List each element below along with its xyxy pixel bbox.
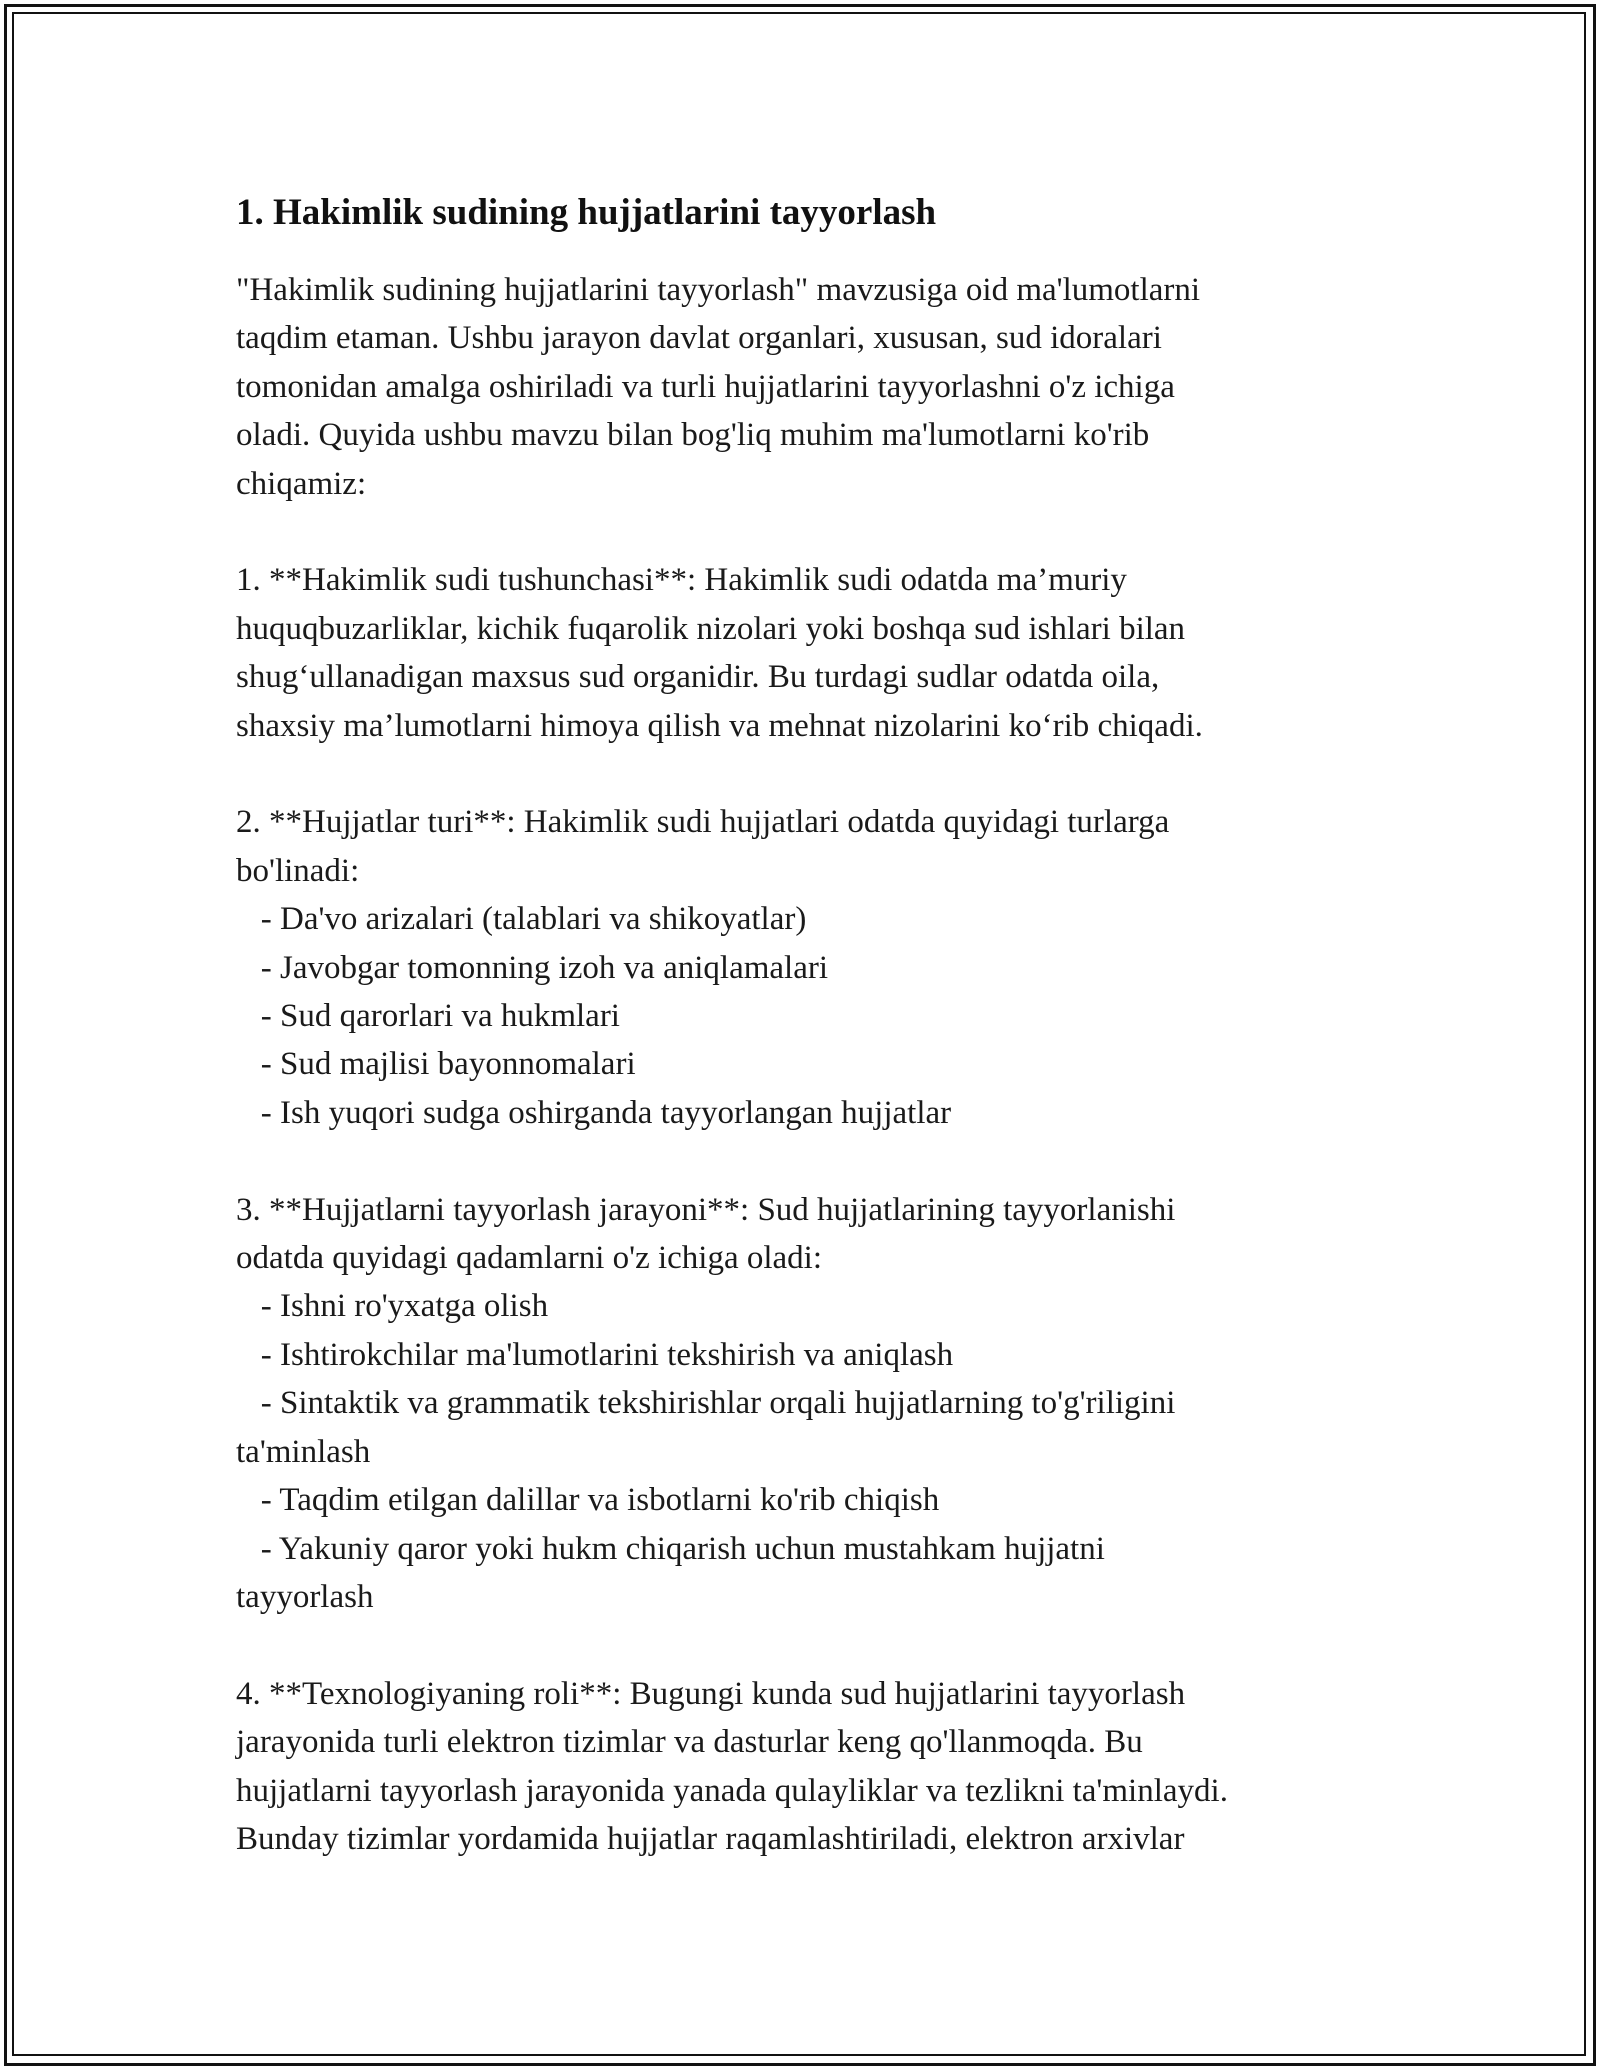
section-3-text: 3. **Hujjatlarni tayyorlash jarayoni**: Sud hujjatlarining tayyorlanishi odatda quyidagi qadamlarni o'z ichiga oladi: (236, 1191, 1176, 1277)
section-1-text: 1. **Hakimlik sudi tushunchasi**: Hakimlik sudi odatda ma’muriy huquqbuzarliklar, kichik fuqarolik nizolari yoki boshqa sud ishlari bilan shug‘ullanadigan maxsus sud organidir. Bu turdagi sudlar odatda oila, shaxsiy ma’lumotlarni himoya qilish va mehnat nizolarini ko‘rib chiqadi. (236, 562, 1203, 744)
section-2-text: 2. **Hujjatlar turi**: Hakimlik sudi hujjatlari odatda quyidagi turlarga bo'linadi: (236, 804, 1170, 889)
section-4-text: 4. **Texnologiyaning roli**: Bugungi kunda sud hujjatlarini tayyorlash jarayonida turli elektron tizimlar va dasturlar keng qo'llanmoqda. Bu hujjatlarni tayyorlash jarayonida yanada qulayliklar va tezlikni ta'minlaydi. Bunday tizimlar yordamida hujjatlar raqamlashtiriladi, elektron arxivlar (236, 1675, 1228, 1857)
paragraph-gap (236, 508, 1416, 556)
section-2-list (236, 895, 1416, 1137)
list-item: - Sud majlisi bayonnomalari (236, 1046, 636, 1083)
list-item: - Yakuniy qaror yoki hukm chiqarish uchun mustahkam hujjatni tayyorlash (236, 1530, 1105, 1615)
list-item: - Sud qarorlari va hukmlari (236, 998, 620, 1035)
list-item: - Ishtirokchilar ma'lumotlarini tekshirish va aniqlash (236, 1336, 954, 1373)
list-item: - Sintaktik va grammatik tekshirishlar orqali hujjatlarning to'g'riligini ta'minlash (236, 1385, 1176, 1470)
paragraph-gap (236, 1137, 1416, 1185)
list-item: - Javobgar tomonning izoh va aniqlamalari (236, 949, 829, 986)
list-item: - Ish yuqori sudga oshirganda tayyorlangan hujjatlar (236, 1094, 952, 1131)
section-3-list (236, 1282, 1416, 1621)
list-item: - Ishni ro'yxatga olish (236, 1288, 549, 1325)
paragraph-gap (236, 1621, 1416, 1669)
document-title: 1. Hakimlik sudining hujjatlarini tayyorlash (236, 192, 937, 233)
paragraph-gap (236, 750, 1416, 798)
list-item: - Da'vo arizalari (talablari va shikoyatlar) (236, 901, 807, 938)
document-body (236, 186, 1416, 1863)
intro-paragraph: "Hakimlik sudining hujjatlarini tayyorlash" mavzusiga oid ma'lumotlarni taqdim etaman. Ushbu jarayon davlat organlari, xususan, sud idoralari tomonidan amalga oshiriladi va turli hujjatlarini tayyorlashni o'z ichiga oladi. Quyida ushbu mavzu bilan bog'liq muhim ma'lumotlarni ko'rib chiqamiz: (236, 272, 1201, 502)
list-item: - Taqdim etilgan dalillar va isbotlarni ko'rib chiqish (236, 1482, 940, 1519)
